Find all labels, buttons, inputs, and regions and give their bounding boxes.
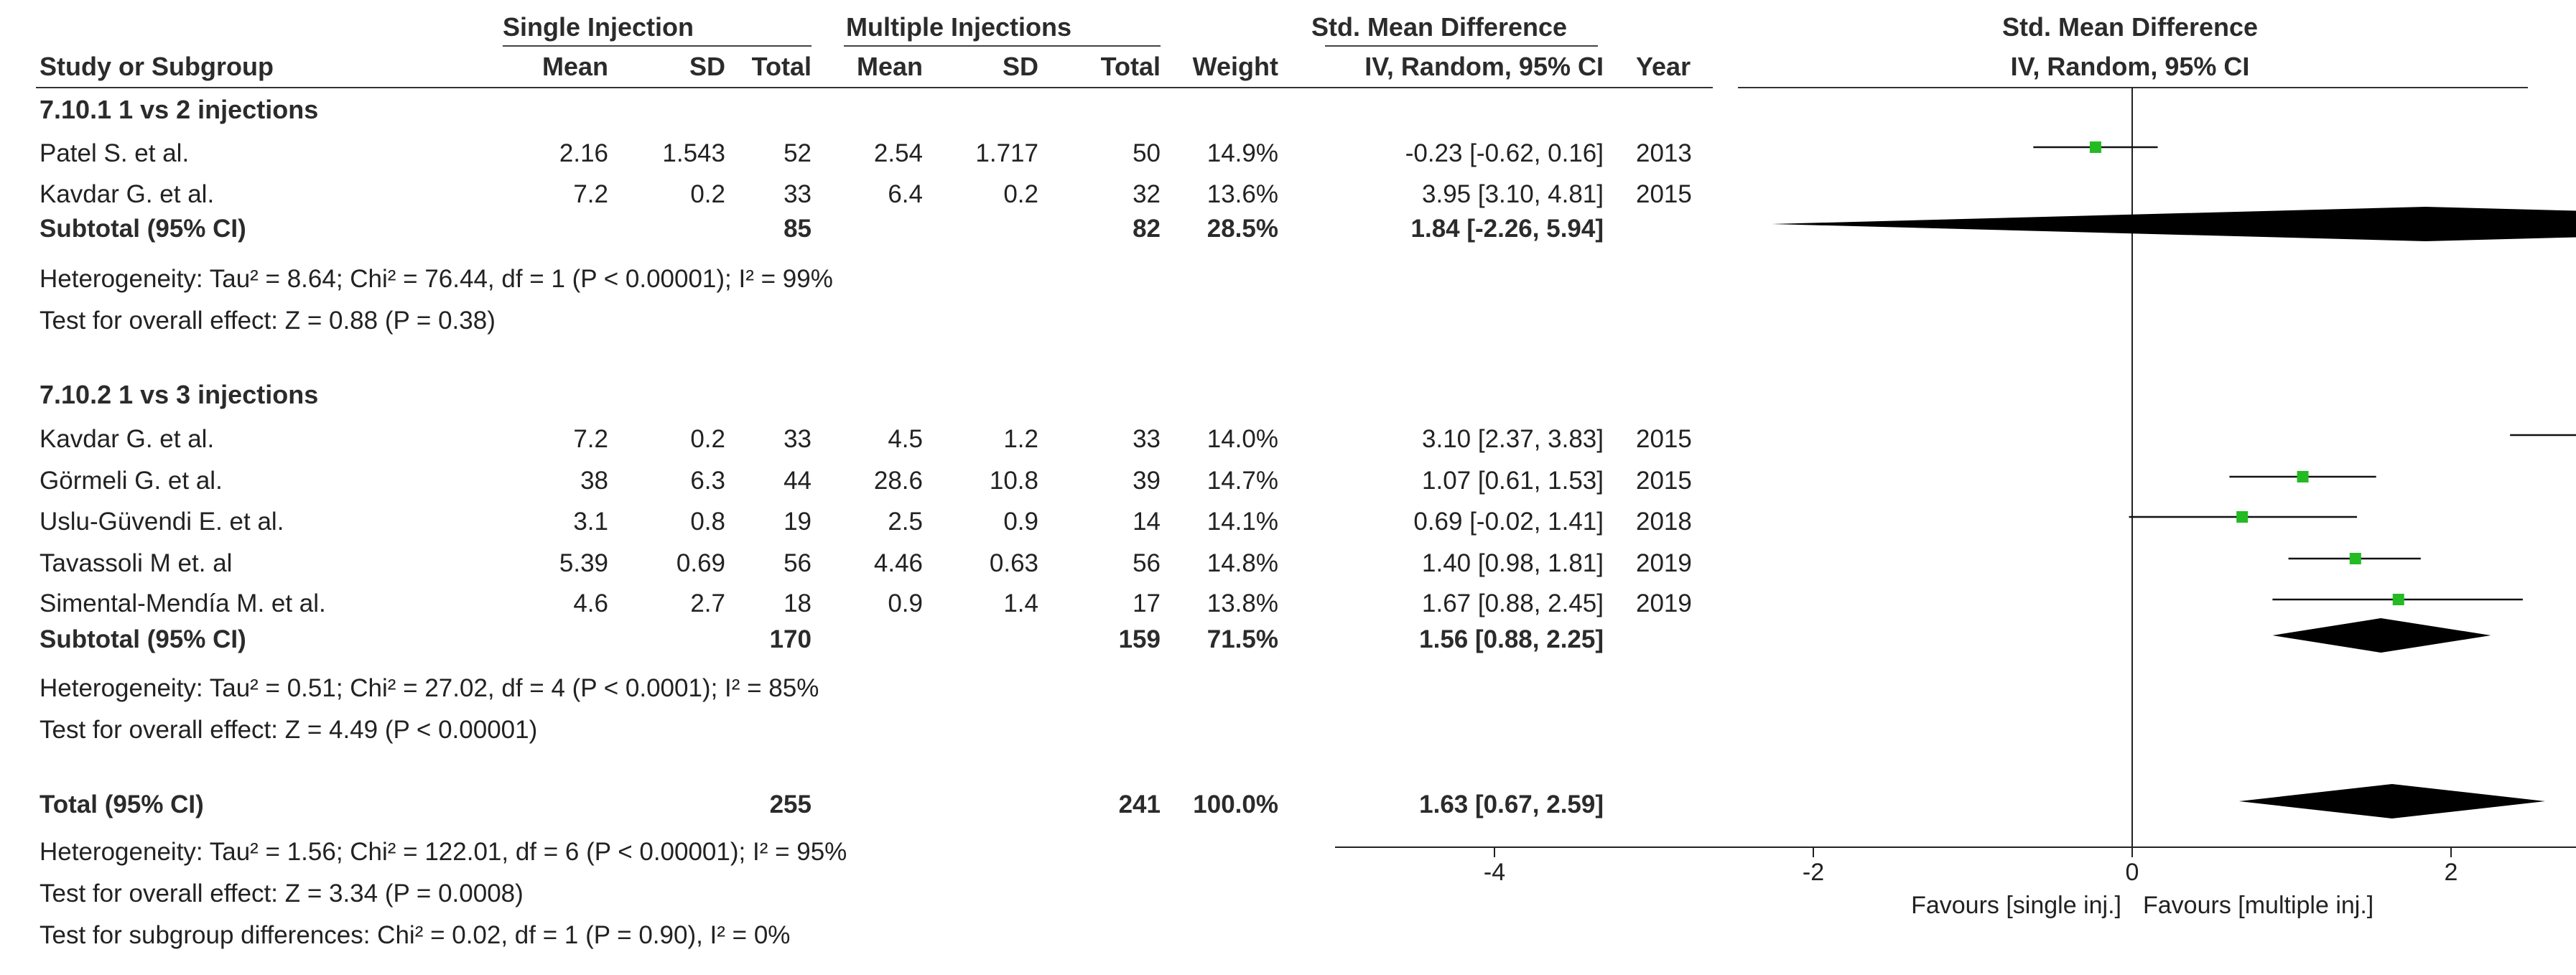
heterogeneity-note: Heterogeneity: Tau² = 1.56; Chi² = 122.01, df = 6 (P < 0.00001); I² = 95% xyxy=(39,838,847,866)
total-2: 56 xyxy=(1133,549,1161,577)
study-name: Patel S. et al. xyxy=(39,139,190,167)
weight: 13.6% xyxy=(1206,180,1278,208)
weight: 14.9% xyxy=(1206,139,1278,167)
x-tick-label: 0 xyxy=(2125,859,2139,886)
study-point xyxy=(2393,594,2404,605)
subtotal-n1: 170 xyxy=(769,625,812,653)
subtotal-ci: 1.84 [-2.26, 5.94] xyxy=(1410,215,1604,243)
subtotal-n2: 82 xyxy=(1133,215,1161,243)
effect-ci: -0.23 [-0.62, 0.16] xyxy=(1405,139,1604,167)
mean-2: 2.5 xyxy=(888,508,923,536)
col-mean-1: Mean xyxy=(541,52,608,81)
study-name: Kavdar G. et al. xyxy=(39,425,215,453)
year: 2013 xyxy=(1636,139,1692,167)
mean-2: 4.46 xyxy=(873,549,923,577)
effect-ci: 1.67 [0.88, 2.45] xyxy=(1422,589,1604,617)
sd-1: 0.69 xyxy=(676,549,725,577)
total-weight: 100.0% xyxy=(1193,790,1278,818)
year: 2015 xyxy=(1636,180,1692,208)
mean-1: 7.2 xyxy=(573,180,608,208)
total-ci: 1.63 [0.67, 2.59] xyxy=(1419,790,1604,818)
year: 2019 xyxy=(1636,589,1692,617)
study-point xyxy=(2090,141,2101,153)
sd-1: 2.7 xyxy=(690,589,725,617)
study-name: Uslu-Güvendi E. et al. xyxy=(39,508,284,536)
sd-2: 1.717 xyxy=(975,139,1038,167)
col-method: IV, Random, 95% CI xyxy=(1364,52,1604,81)
year: 2019 xyxy=(1636,549,1692,577)
subtotal-weight: 71.5% xyxy=(1206,625,1278,653)
mean-2: 28.6 xyxy=(873,467,923,495)
subtotal-n2: 159 xyxy=(1118,625,1161,653)
total-n1: 255 xyxy=(769,790,812,818)
total-1: 33 xyxy=(784,425,812,453)
heterogeneity-note: Heterogeneity: Tau² = 0.51; Chi² = 27.02, df = 4 (P < 0.0001); I² = 85% xyxy=(39,674,819,702)
sd-1: 6.3 xyxy=(690,467,725,495)
total-1: 56 xyxy=(784,549,812,577)
sd-2: 0.63 xyxy=(989,549,1038,577)
year: 2015 xyxy=(1636,425,1692,453)
col-total-1: Total xyxy=(751,52,812,81)
favours-left-label: Favours [single inj.] xyxy=(1911,892,2121,919)
col-total-2: Total xyxy=(1100,52,1161,81)
subtotal-weight: 28.5% xyxy=(1206,215,1278,243)
x-tick-label: -2 xyxy=(1802,859,1825,886)
header-std-mean-difference: Std. Mean Difference xyxy=(1311,12,1568,42)
subgroup-differences-note: Test for subgroup differences: Chi² = 0.02, df = 1 (P = 0.90), I² = 0% xyxy=(39,921,791,949)
effect-ci: 0.69 [-0.02, 1.41] xyxy=(1413,508,1604,536)
total-1: 19 xyxy=(784,508,812,536)
col-study: Study or Subgroup xyxy=(39,52,274,81)
mean-1: 38 xyxy=(580,467,608,495)
study-name: Tavassoli M et. al xyxy=(39,549,233,577)
weight: 13.8% xyxy=(1206,589,1278,617)
col-sd-1: SD xyxy=(689,52,725,81)
sd-1: 0.2 xyxy=(690,425,725,453)
pooled-estimate-diamond xyxy=(1772,207,2576,241)
study-point xyxy=(2297,471,2309,482)
sd-2: 0.9 xyxy=(1003,508,1038,536)
subtotal-ci: 1.56 [0.88, 2.25] xyxy=(1419,625,1604,653)
x-tick-label: 2 xyxy=(2444,859,2458,886)
study-name: Kavdar G. et al. xyxy=(39,180,215,208)
study-point xyxy=(2350,553,2361,564)
overall-effect-note: Test for overall effect: Z = 3.34 (P = 0.0008) xyxy=(39,880,524,908)
total-1: 44 xyxy=(784,467,812,495)
mean-2: 4.5 xyxy=(888,425,923,453)
sd-2: 0.2 xyxy=(1003,180,1038,208)
effect-ci: 1.40 [0.98, 1.81] xyxy=(1422,549,1604,577)
total-label: Total (95% CI) xyxy=(39,790,204,818)
study-point xyxy=(2236,511,2248,523)
plot-subtitle: IV, Random, 95% CI xyxy=(2010,52,2250,81)
year: 2015 xyxy=(1636,467,1692,495)
x-tick-label: -4 xyxy=(1483,859,1506,886)
mean-1: 5.39 xyxy=(559,549,608,577)
effect-ci: 3.95 [3.10, 4.81] xyxy=(1422,180,1604,208)
pooled-estimate-diamond xyxy=(2239,784,2545,818)
overall-effect-note: Test for overall effect: Z = 4.49 (P < 0.00001) xyxy=(39,716,538,744)
header-single-injection: Single Injection xyxy=(503,12,694,42)
mean-2: 6.4 xyxy=(888,180,923,208)
col-year: Year xyxy=(1636,52,1691,81)
mean-1: 2.16 xyxy=(559,139,608,167)
total-1: 52 xyxy=(784,139,812,167)
sd-1: 1.543 xyxy=(662,139,725,167)
subtotal-label: Subtotal (95% CI) xyxy=(39,215,246,243)
weight: 14.0% xyxy=(1206,425,1278,453)
study-name: Görmeli G. et al. xyxy=(39,467,223,495)
mean-2: 0.9 xyxy=(888,589,923,617)
col-mean-2: Mean xyxy=(856,52,923,81)
mean-1: 7.2 xyxy=(573,425,608,453)
total-1: 18 xyxy=(784,589,812,617)
header-multiple-injections: Multiple Injections xyxy=(846,12,1072,42)
sd-2: 1.4 xyxy=(1003,589,1038,617)
subgroup-1-title: 7.10.1 1 vs 2 injections xyxy=(39,95,319,124)
total-1: 33 xyxy=(784,180,812,208)
total-2: 50 xyxy=(1133,139,1161,167)
sd-2: 1.2 xyxy=(1003,425,1038,453)
subgroup-2-title: 7.10.2 1 vs 3 injections xyxy=(39,380,319,409)
year: 2018 xyxy=(1636,508,1692,536)
total-2: 32 xyxy=(1133,180,1161,208)
weight: 14.7% xyxy=(1206,467,1278,495)
mean-1: 4.6 xyxy=(573,589,608,617)
weight: 14.1% xyxy=(1206,508,1278,536)
weight: 14.8% xyxy=(1206,549,1278,577)
subtotal-n1: 85 xyxy=(784,215,812,243)
mean-2: 2.54 xyxy=(873,139,923,167)
mean-1: 3.1 xyxy=(573,508,608,536)
total-2: 39 xyxy=(1133,467,1161,495)
overall-effect-note: Test for overall effect: Z = 0.88 (P = 0.38) xyxy=(39,307,496,335)
plot-marks xyxy=(1335,88,2576,919)
effect-ci: 3.10 [2.37, 3.83] xyxy=(1422,425,1604,453)
subtotal-label: Subtotal (95% CI) xyxy=(39,625,246,653)
col-sd-2: SD xyxy=(1002,52,1038,81)
sd-1: 0.2 xyxy=(690,180,725,208)
plot-title: Std. Mean Difference xyxy=(2001,12,2259,42)
total-n2: 241 xyxy=(1118,790,1161,818)
col-weight: Weight xyxy=(1192,52,1278,81)
sd-1: 0.8 xyxy=(690,508,725,536)
total-2: 17 xyxy=(1133,589,1161,617)
sd-2: 10.8 xyxy=(989,467,1038,495)
heterogeneity-note: Heterogeneity: Tau² = 8.64; Chi² = 76.44, df = 1 (P < 0.00001); I² = 99% xyxy=(39,265,833,293)
effect-ci: 1.07 [0.61, 1.53] xyxy=(1422,467,1604,495)
pooled-estimate-diamond xyxy=(2272,618,2491,653)
favours-right-label: Favours [multiple inj.] xyxy=(2143,892,2374,919)
study-name: Simental-Mendía M. et al. xyxy=(39,589,326,617)
total-2: 14 xyxy=(1133,508,1161,536)
total-2: 33 xyxy=(1133,425,1161,453)
